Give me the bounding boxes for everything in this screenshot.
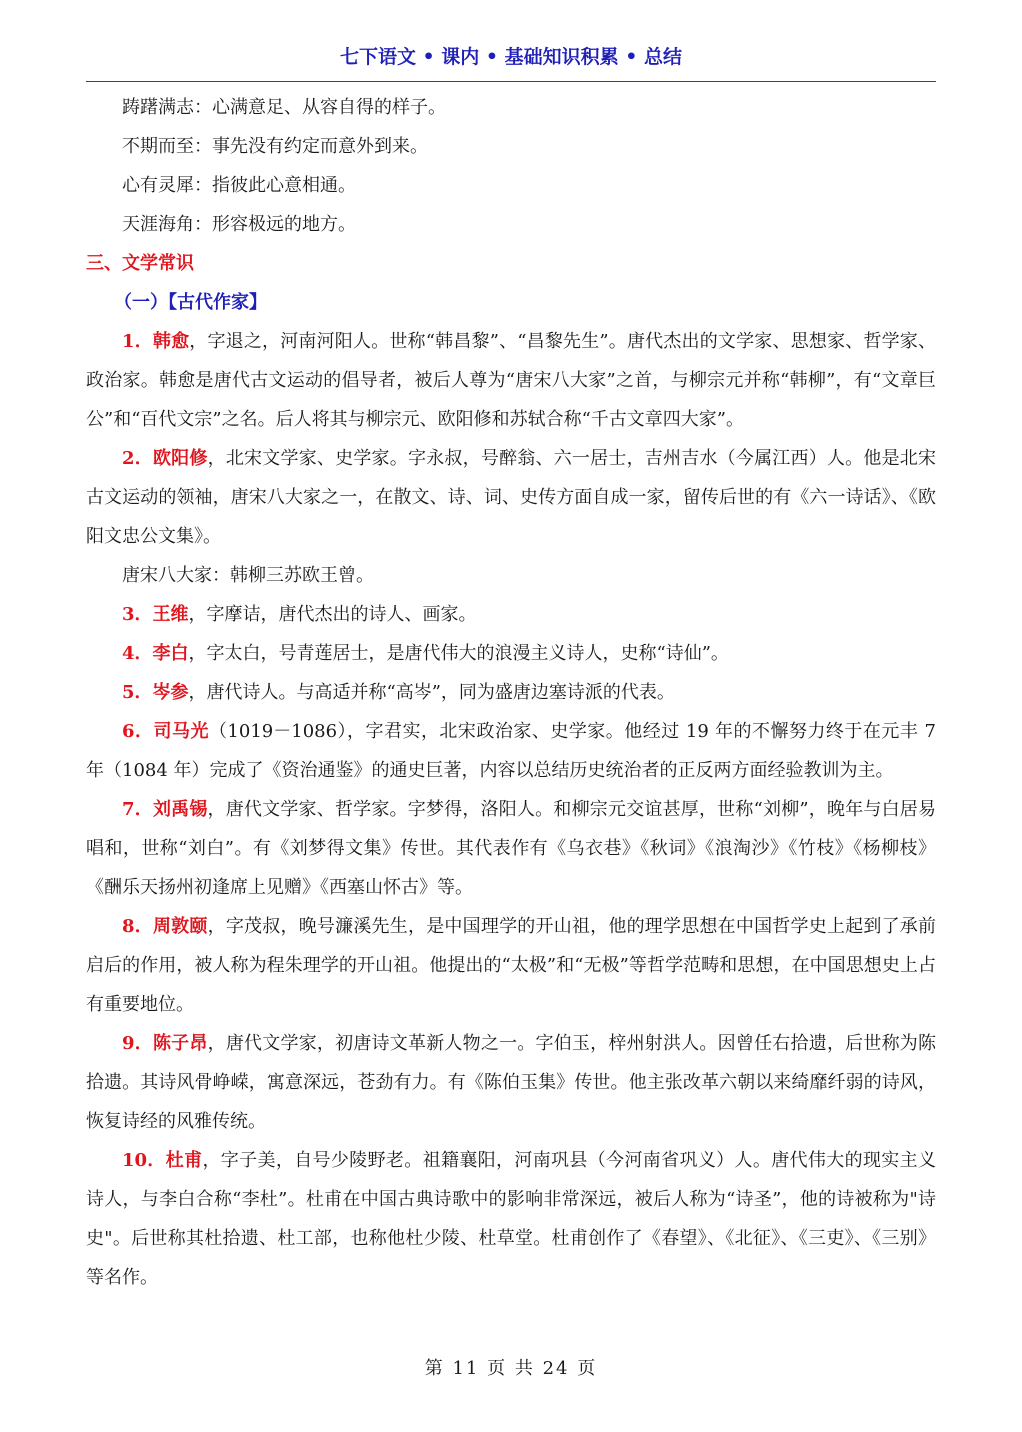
section-title: 三、文学常识 bbox=[86, 253, 194, 274]
entry-number: 5． bbox=[122, 682, 153, 703]
entry-number: 7． bbox=[122, 799, 153, 820]
author-entry bbox=[86, 322, 936, 439]
entry-number: 2． bbox=[122, 448, 153, 469]
author-entry bbox=[86, 712, 936, 790]
author-name: 刘禹锡 bbox=[152, 799, 208, 820]
author-name: 王维 bbox=[152, 604, 189, 625]
author-entry bbox=[86, 1024, 936, 1141]
author-entry bbox=[86, 790, 936, 907]
subsection-title: （一）【古代作家】 bbox=[114, 292, 267, 313]
author-description: ，唐代文学家、哲学家。字梦得，洛阳人。和柳宗元交谊甚厚，世称“刘柳”，晚年与白居易唱和，世称“刘白”。有《刘梦得文集》传世。其代表作有《乌衣巷》《秋词》《浪淘沙》《竹枝》《杨柳枝》《酬乐天扬州初逢席上见赠》《西塞山怀古》等。 bbox=[86, 799, 937, 898]
author-description: ，北宋文学家、史学家。字永叔，号醉翁、六一居士，吉州吉水（今属江西）人。他是北宋古文运动的领袖，唐宋八大家之一，在散文、诗、词、史传方面自成一家，留传后世的有《六一诗话》、《欧阳文忠公文集》。 bbox=[86, 448, 937, 547]
author-description: ，字摩诘，唐代杰出的诗人、画家。 bbox=[188, 604, 477, 625]
author-name: 欧阳修 bbox=[152, 448, 208, 469]
entry-number: 8． bbox=[122, 916, 153, 937]
entry-number: 9． bbox=[122, 1033, 153, 1054]
author-name: 司马光 bbox=[153, 721, 209, 742]
author-entry bbox=[86, 1141, 936, 1297]
idiom-line: 天涯海角：形容极远的地方。 bbox=[122, 214, 356, 235]
author-description: ，字退之，河南河阳人。世称“韩昌黎”、“昌黎先生”。唐代杰出的文学家、思想家、哲学家、政治家。韩愈是唐代古文运动的倡导者，被后人尊为“唐宋八大家”之首，与柳宗元并称“韩柳”，有“文章巨公”和“百代文宗”之名。后人将其与柳宗元、欧阳修和苏轼合称“千古文章四大家”。 bbox=[86, 331, 937, 430]
author-entry bbox=[86, 595, 936, 634]
author-name: 韩愈 bbox=[152, 331, 190, 352]
idiom-line: 不期而至：事先没有约定而意外到来。 bbox=[122, 136, 428, 157]
author-description: ，唐代文学家，初唐诗文革新人物之一。字伯玉，梓州射洪人。因曾任右拾遗，后世称为陈拾遗。其诗风骨峥嵘，寓意深远，苍劲有力。有《陈伯玉集》传世。他主张改革六朝以来绮靡纤弱的诗风，恢复诗经的风雅传统。 bbox=[86, 1033, 937, 1132]
author-name: 岑参 bbox=[152, 682, 189, 703]
entry-number: 1． bbox=[122, 331, 153, 352]
note-line: 唐宋八大家：韩柳三苏欧王曾。 bbox=[122, 565, 374, 586]
author-description: ，唐代诗人。与高适并称“高岑”，同为盛唐边塞诗派的代表。 bbox=[188, 682, 675, 703]
idiom-line: 踌躇满志：心满意足、从容自得的样子。 bbox=[122, 97, 446, 118]
page-footer: 第 11 页 共 24 页 bbox=[424, 1358, 598, 1379]
entry-number: 6． bbox=[122, 721, 154, 742]
document-body bbox=[86, 88, 936, 1297]
header-divider bbox=[86, 81, 936, 82]
author-entry bbox=[86, 673, 936, 712]
author-description: ，字茂叔，晚号濂溪先生，是中国理学的开山祖，他的理学思想在中国哲学史上起到了承前启后的作用，被人称为程朱理学的开山祖。他提出的“太极”和“无极”等哲学范畴和思想，在中国思想史上占有重要地位。 bbox=[86, 916, 937, 1015]
author-description: ，字子美，自号少陵野老。祖籍襄阳，河南巩县（今河南省巩义）人。唐代伟大的现实主义诗人，与李白合称“李杜”。杜甫在中国古典诗歌中的影响非常深远，被后人称为“诗圣”，他的诗被称为"诗史"。后世称其杜拾遗、杜工部，也称他杜少陵、杜草堂。杜甫创作了《春望》、《北征》、《三吏》、《三别》等名作。 bbox=[86, 1150, 936, 1288]
author-name: 李白 bbox=[152, 643, 189, 664]
author-entry bbox=[86, 634, 936, 673]
author-name: 周敦颐 bbox=[152, 916, 208, 937]
author-description: （1019－1086），字君实，北宋政治家、史学家。他经过 19 年的不懈努力终于在元丰 7 年（1084 年）完成了《资治通鉴》的通史巨著，内容以总结历史统治者的正反两方面经验教训为主。 bbox=[86, 721, 937, 781]
author-entry bbox=[86, 439, 936, 556]
author-entry bbox=[86, 907, 936, 1024]
entry-number: 4． bbox=[122, 643, 153, 664]
author-name: 杜甫 bbox=[165, 1150, 203, 1171]
author-name: 陈子昂 bbox=[152, 1033, 208, 1054]
author-description: ，字太白，号青莲居士，是唐代伟大的浪漫主义诗人，史称“诗仙”。 bbox=[188, 643, 729, 664]
page-header: 七下语文 • 课内 • 基础知识积累 • 总结 bbox=[339, 46, 683, 68]
entry-number: 10． bbox=[122, 1150, 166, 1171]
entry-number: 3． bbox=[122, 604, 153, 625]
idiom-line: 心有灵犀：指彼此心意相通。 bbox=[122, 175, 356, 196]
